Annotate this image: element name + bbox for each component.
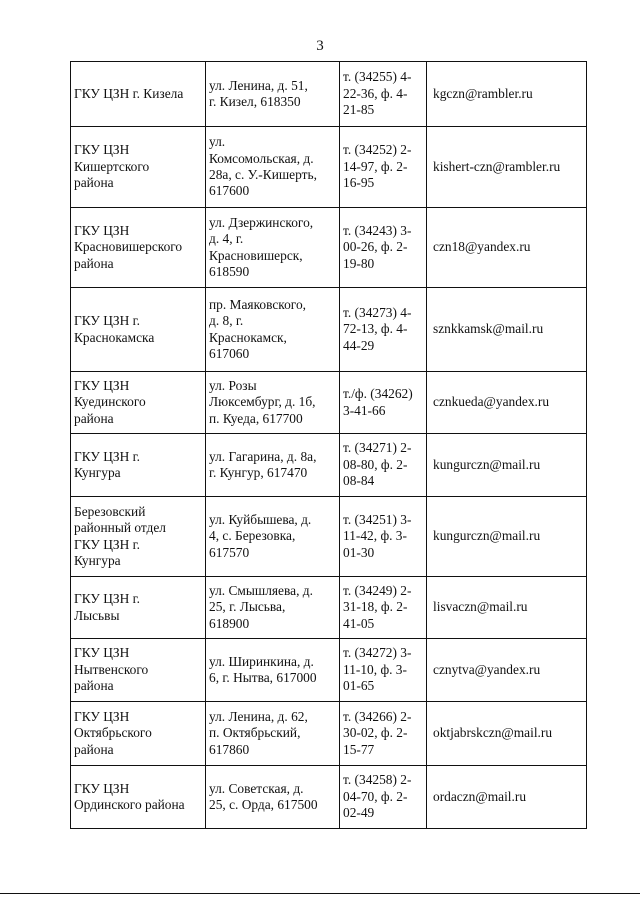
phone-cell: т. (34249) 2- 31-18, ф. 2- 41-05 bbox=[340, 577, 427, 639]
email-cell: oktjabrskczn@mail.ru bbox=[427, 702, 587, 766]
table-row bbox=[71, 702, 587, 766]
email-cell: kungurczn@mail.ru bbox=[427, 497, 587, 577]
email-cell: kungurczn@mail.ru bbox=[427, 434, 587, 497]
email-cell: cznkueda@yandex.ru bbox=[427, 372, 587, 434]
org-cell: ГКУ ЦЗН г. Кизела bbox=[71, 62, 206, 127]
org-cell: ГКУ ЦЗН Куединского района bbox=[71, 372, 206, 434]
address-cell: ул. Гагарина, д. 8а, г. Кунгур, 617470 bbox=[206, 434, 340, 497]
phone-cell: т. (34273) 4- 72-13, ф. 4- 44-29 bbox=[340, 288, 427, 372]
phone-cell: т. (34255) 4- 22-36, ф. 4- 21-85 bbox=[340, 62, 427, 127]
address-cell: ул. Советская, д. 25, с. Орда, 617500 bbox=[206, 766, 340, 829]
email-cell: ordaczn@mail.ru bbox=[427, 766, 587, 829]
table-row bbox=[71, 497, 587, 577]
phone-cell: т. (34251) 3- 11-42, ф. 3- 01-30 bbox=[340, 497, 427, 577]
table-row bbox=[71, 577, 587, 639]
org-cell: ГКУ ЦЗН г. Лысьвы bbox=[71, 577, 206, 639]
phone-cell: т. (34266) 2- 30-02, ф. 2- 15-77 bbox=[340, 702, 427, 766]
table-row bbox=[71, 639, 587, 702]
table-row bbox=[71, 127, 587, 208]
address-cell: ул. Ширинкина, д. 6, г. Нытва, 617000 bbox=[206, 639, 340, 702]
org-cell: ГКУ ЦЗН Нытвенского района bbox=[71, 639, 206, 702]
table-row bbox=[71, 372, 587, 434]
org-cell: ГКУ ЦЗН Красновишерского района bbox=[71, 208, 206, 288]
org-cell: ГКУ ЦЗН г. Краснокамска bbox=[71, 288, 206, 372]
org-cell: ГКУ ЦЗН Октябрьского района bbox=[71, 702, 206, 766]
email-cell: kishert-czn@rambler.ru bbox=[427, 127, 587, 208]
email-cell: czn18@yandex.ru bbox=[427, 208, 587, 288]
phone-cell: т. (34272) 3- 11-10, ф. 3- 01-65 bbox=[340, 639, 427, 702]
address-cell: ул. Ленина, д. 51, г. Кизел, 618350 bbox=[206, 62, 340, 127]
email-cell: kgczn@rambler.ru bbox=[427, 62, 587, 127]
address-cell: пр. Маяковского, д. 8, г. Краснокамск, 617060 bbox=[206, 288, 340, 372]
contacts-table bbox=[70, 61, 587, 829]
page-bottom-border bbox=[0, 893, 640, 894]
table-row bbox=[71, 208, 587, 288]
address-cell: ул. Куйбышева, д. 4, с. Березовка, 617570 bbox=[206, 497, 340, 577]
address-cell: ул. Розы Люксембург, д. 1б, п. Куеда, 617700 bbox=[206, 372, 340, 434]
email-cell: lisvaczn@mail.ru bbox=[427, 577, 587, 639]
phone-cell: т. (34252) 2- 14-97, ф. 2- 16-95 bbox=[340, 127, 427, 208]
table-row bbox=[71, 766, 587, 829]
table-row bbox=[71, 288, 587, 372]
address-cell: ул. Комсомольская, д. 28а, с. У.-Кишерть, 617600 bbox=[206, 127, 340, 208]
phone-cell: т. (34243) 3- 00-26, ф. 2- 19-80 bbox=[340, 208, 427, 288]
org-cell: ГКУ ЦЗН г. Кунгура bbox=[71, 434, 206, 497]
address-cell: ул. Дзержинского, д. 4, г. Красновишерск, 618590 bbox=[206, 208, 340, 288]
org-cell: ГКУ ЦЗН Ординского района bbox=[71, 766, 206, 829]
page-number: 3 bbox=[316, 38, 324, 54]
address-cell: ул. Ленина, д. 62, п. Октябрьский, 617860 bbox=[206, 702, 340, 766]
phone-cell: т. (34258) 2- 04-70, ф. 2- 02-49 bbox=[340, 766, 427, 829]
email-cell: cznytva@yandex.ru bbox=[427, 639, 587, 702]
org-cell: Березовский районный отдел ГКУ ЦЗН г. Кунгура bbox=[71, 497, 206, 577]
table-row bbox=[71, 434, 587, 497]
phone-cell: т./ф. (34262) 3-41-66 bbox=[340, 372, 427, 434]
org-cell: ГКУ ЦЗН Кишертского района bbox=[71, 127, 206, 208]
phone-cell: т. (34271) 2- 08-80, ф. 2- 08-84 bbox=[340, 434, 427, 497]
address-cell: ул. Смышляева, д. 25, г. Лысьва, 618900 bbox=[206, 577, 340, 639]
table-row bbox=[71, 62, 587, 127]
email-cell: sznkkamsk@mail.ru bbox=[427, 288, 587, 372]
